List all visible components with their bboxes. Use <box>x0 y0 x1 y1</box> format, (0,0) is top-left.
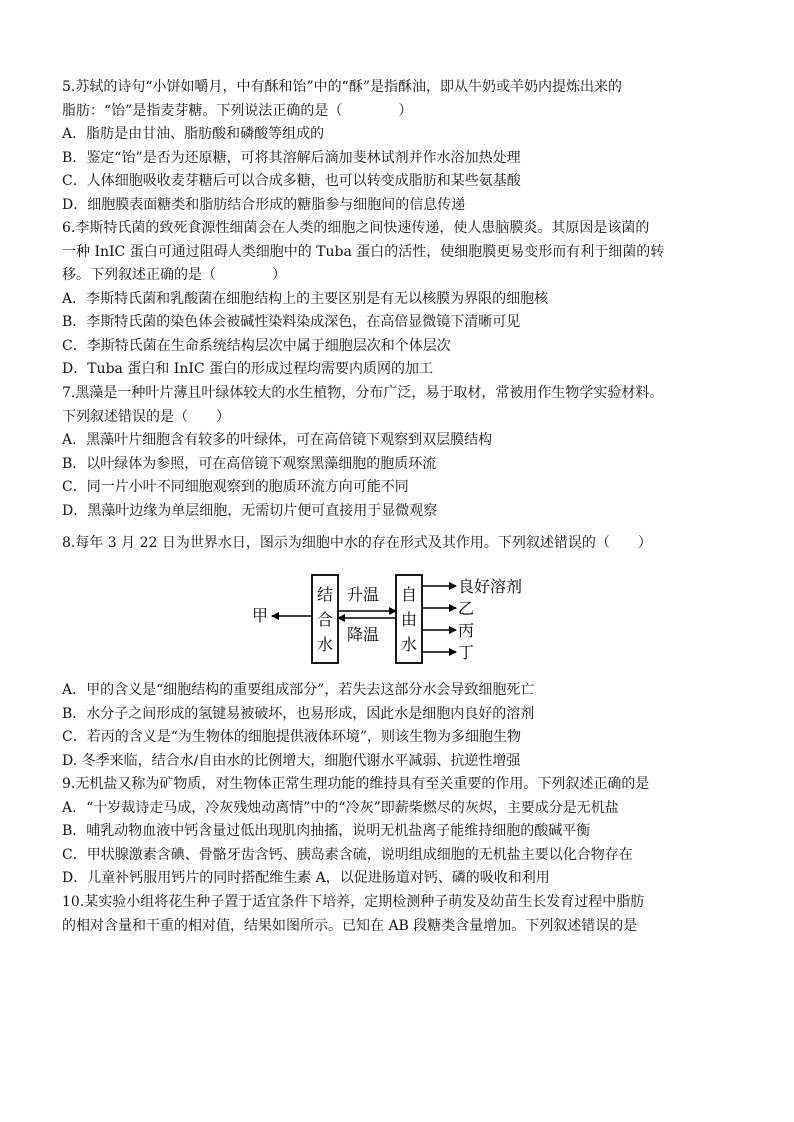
label-good-solvent: 良好溶剂 <box>458 577 523 596</box>
question-6-option-a[interactable]: A．李斯特氏菌和乳酸菌在细胞结构上的主要区别是有无以核膜为界限的细胞核 <box>62 290 549 307</box>
question-9-option-a[interactable]: A．“十岁裁诗走马成，冷灰残烛动离情”中的“冷灰”即薪柴燃尽的灰烬，主要成分是无机盐 <box>62 799 619 816</box>
question-5-option-d[interactable]: D．细胞膜表面糖类和脂肪结合形成的糖脂参与细胞间的信息传递 <box>62 196 466 213</box>
label-bing: 丙 <box>458 621 475 640</box>
question-8-option-a[interactable]: A．甲的含义是“细胞结构的重要组成部分”，若失去这部分水会导致细胞死亡 <box>62 682 535 698</box>
question-5-option-c[interactable]: C．人体细胞吸收麦芽糖后可以合成多糖，也可以转变成脂肪和某些氨基酸 <box>62 173 521 189</box>
question-8-option-b[interactable]: B．水分子之间形成的氢键易被破坏，也易形成，因此水是细胞内良好的溶剂 <box>62 705 535 722</box>
question-10-stem-line-1: 10.某实验小组将花生种子置于适宜条件下培养，定期检测种子萌发及幼苗生长发育过程中脂肪 <box>62 894 645 910</box>
free-water-char-3: 水 <box>401 635 418 654</box>
free-water-char-1: 自 <box>401 585 418 604</box>
question-8-stem-line-1: 8.每年 3 月 22 日为世界水日，图示为细胞中水的存在形式及其作用。下列叙述错误的（ ） <box>62 535 652 551</box>
question-6-option-d[interactable]: D．Tuba 蛋白和 InIC 蛋白的形成过程均需要内质网的加工 <box>62 361 434 377</box>
question-5-stem-line-2: 脂肪：“饴”是指麦芽糖。下列说法正确的是（ ） <box>62 102 413 119</box>
bound-water-char-3: 水 <box>317 635 334 654</box>
label-jia: 甲 <box>252 606 269 625</box>
water-forms-diagram-svg <box>250 566 550 670</box>
question-5-option-a[interactable]: A．脂肪是由甘油、脂肪酸和磷酸等组成的 <box>62 126 325 142</box>
label-ding: 丁 <box>458 643 475 662</box>
question-7-option-d[interactable]: D．黑藻叶边缘为单层细胞，无需切片便可直接用于显微观察 <box>62 502 438 519</box>
question-5 <box>62 76 734 217</box>
question-9-option-d[interactable]: D．儿童补钙服用钙片的同时搭配维生素 A，以促进肠道对钙、磷的吸收和利用 <box>62 870 550 886</box>
question-5-stem-line-1: 5.苏轼的诗句“小饼如嚼月，中有酥和饴”中的“酥”是指酥油，即从牛奶或羊奶内提炼出来的 <box>62 79 622 95</box>
question-7-option-c[interactable]: C．同一片小叶不同细胞观察到的胞质环流方向可能不同 <box>62 479 409 495</box>
label-cooling: 降温 <box>347 625 380 644</box>
question-8-option-d[interactable]: D. 冬季来临，结合水/自由水的比例增大，细胞代谢水平减弱、抗逆性增强 <box>62 752 521 769</box>
free-water-char-2: 由 <box>401 610 418 629</box>
question-9 <box>62 773 734 891</box>
bound-water-char-2: 合 <box>317 610 334 629</box>
question-7 <box>62 382 734 523</box>
question-5-option-b[interactable]: B．鉴定“饴”是否为还原糖，可将其溶解后滴加斐林试剂并作水浴加热处理 <box>62 149 521 166</box>
question-10 <box>62 891 734 938</box>
question-6-stem-line-1: 6.李斯特氏菌的致死食源性细菌会在人类的细胞之间快速传递，使人患脑膜炎。其原因是该菌的 <box>62 220 650 236</box>
question-9-option-b[interactable]: B．哺乳动物血液中钙含量过低出现肌肉抽搐，说明无机盐离子能维持细胞的酸碱平衡 <box>62 823 591 839</box>
question-7-option-b[interactable]: B．以叶绿体为参照，可在高倍镜下观察黑藻细胞的胞质环流 <box>62 455 437 472</box>
question-6 <box>62 217 734 382</box>
question-6-option-b[interactable]: B．李斯特氏菌的染色体会被碱性染料染成深色，在高倍显微镜下清晰可见 <box>62 314 521 330</box>
question-7-stem-line-2: 下列叙述错误的是（ ） <box>62 408 230 425</box>
question-8-options <box>62 679 734 773</box>
question-6-stem-line-3: 移。下列叙述正确的是（ ） <box>62 267 286 283</box>
question-9-stem-line-1: 9.无机盐又称为矿物质，对生物体正常生理功能的维持具有至关重要的作用。下列叙述正确的是 <box>62 776 650 792</box>
question-10-stem-line-2: 的相对含量和干重的相对值，结果如图所示。已知在 AB 段糖类含量增加。下列叙述错误的是 <box>62 917 638 934</box>
question-8-option-c[interactable]: C．若丙的含义是“为生物体的细胞提供液体环境”，则该生物为多细胞生物 <box>62 729 522 745</box>
water-forms-diagram <box>250 566 550 670</box>
question-9-option-c[interactable]: C．甲状腺激素含碘、骨骼牙齿含钙、胰岛素含硫，说明组成细胞的无机盐主要以化合物存在 <box>62 846 633 863</box>
question-6-stem-line-2: 一种 InIC 蛋白可通过阻碍人类细胞中的 Tuba 蛋白的活性，使细胞膜更易变形而有利于细菌的转 <box>62 243 665 260</box>
label-yi: 乙 <box>458 599 475 618</box>
question-7-option-a[interactable]: A．黑藻叶片细胞含有较多的叶绿体，可在高倍镜下观察到双层膜结构 <box>62 432 493 448</box>
label-heating: 升温 <box>347 585 380 604</box>
bound-water-char-1: 结 <box>317 585 334 604</box>
question-7-stem-line-1: 7.黑藻是一种叶片薄且叶绿体较大的水生植物，分布广泛，易于取材，常被用作生物学实验材料。 <box>62 385 664 401</box>
question-8 <box>62 532 734 556</box>
question-6-option-c[interactable]: C．李斯特氏菌在生命系统结构层次中属于细胞层次和个体层次 <box>62 337 451 354</box>
